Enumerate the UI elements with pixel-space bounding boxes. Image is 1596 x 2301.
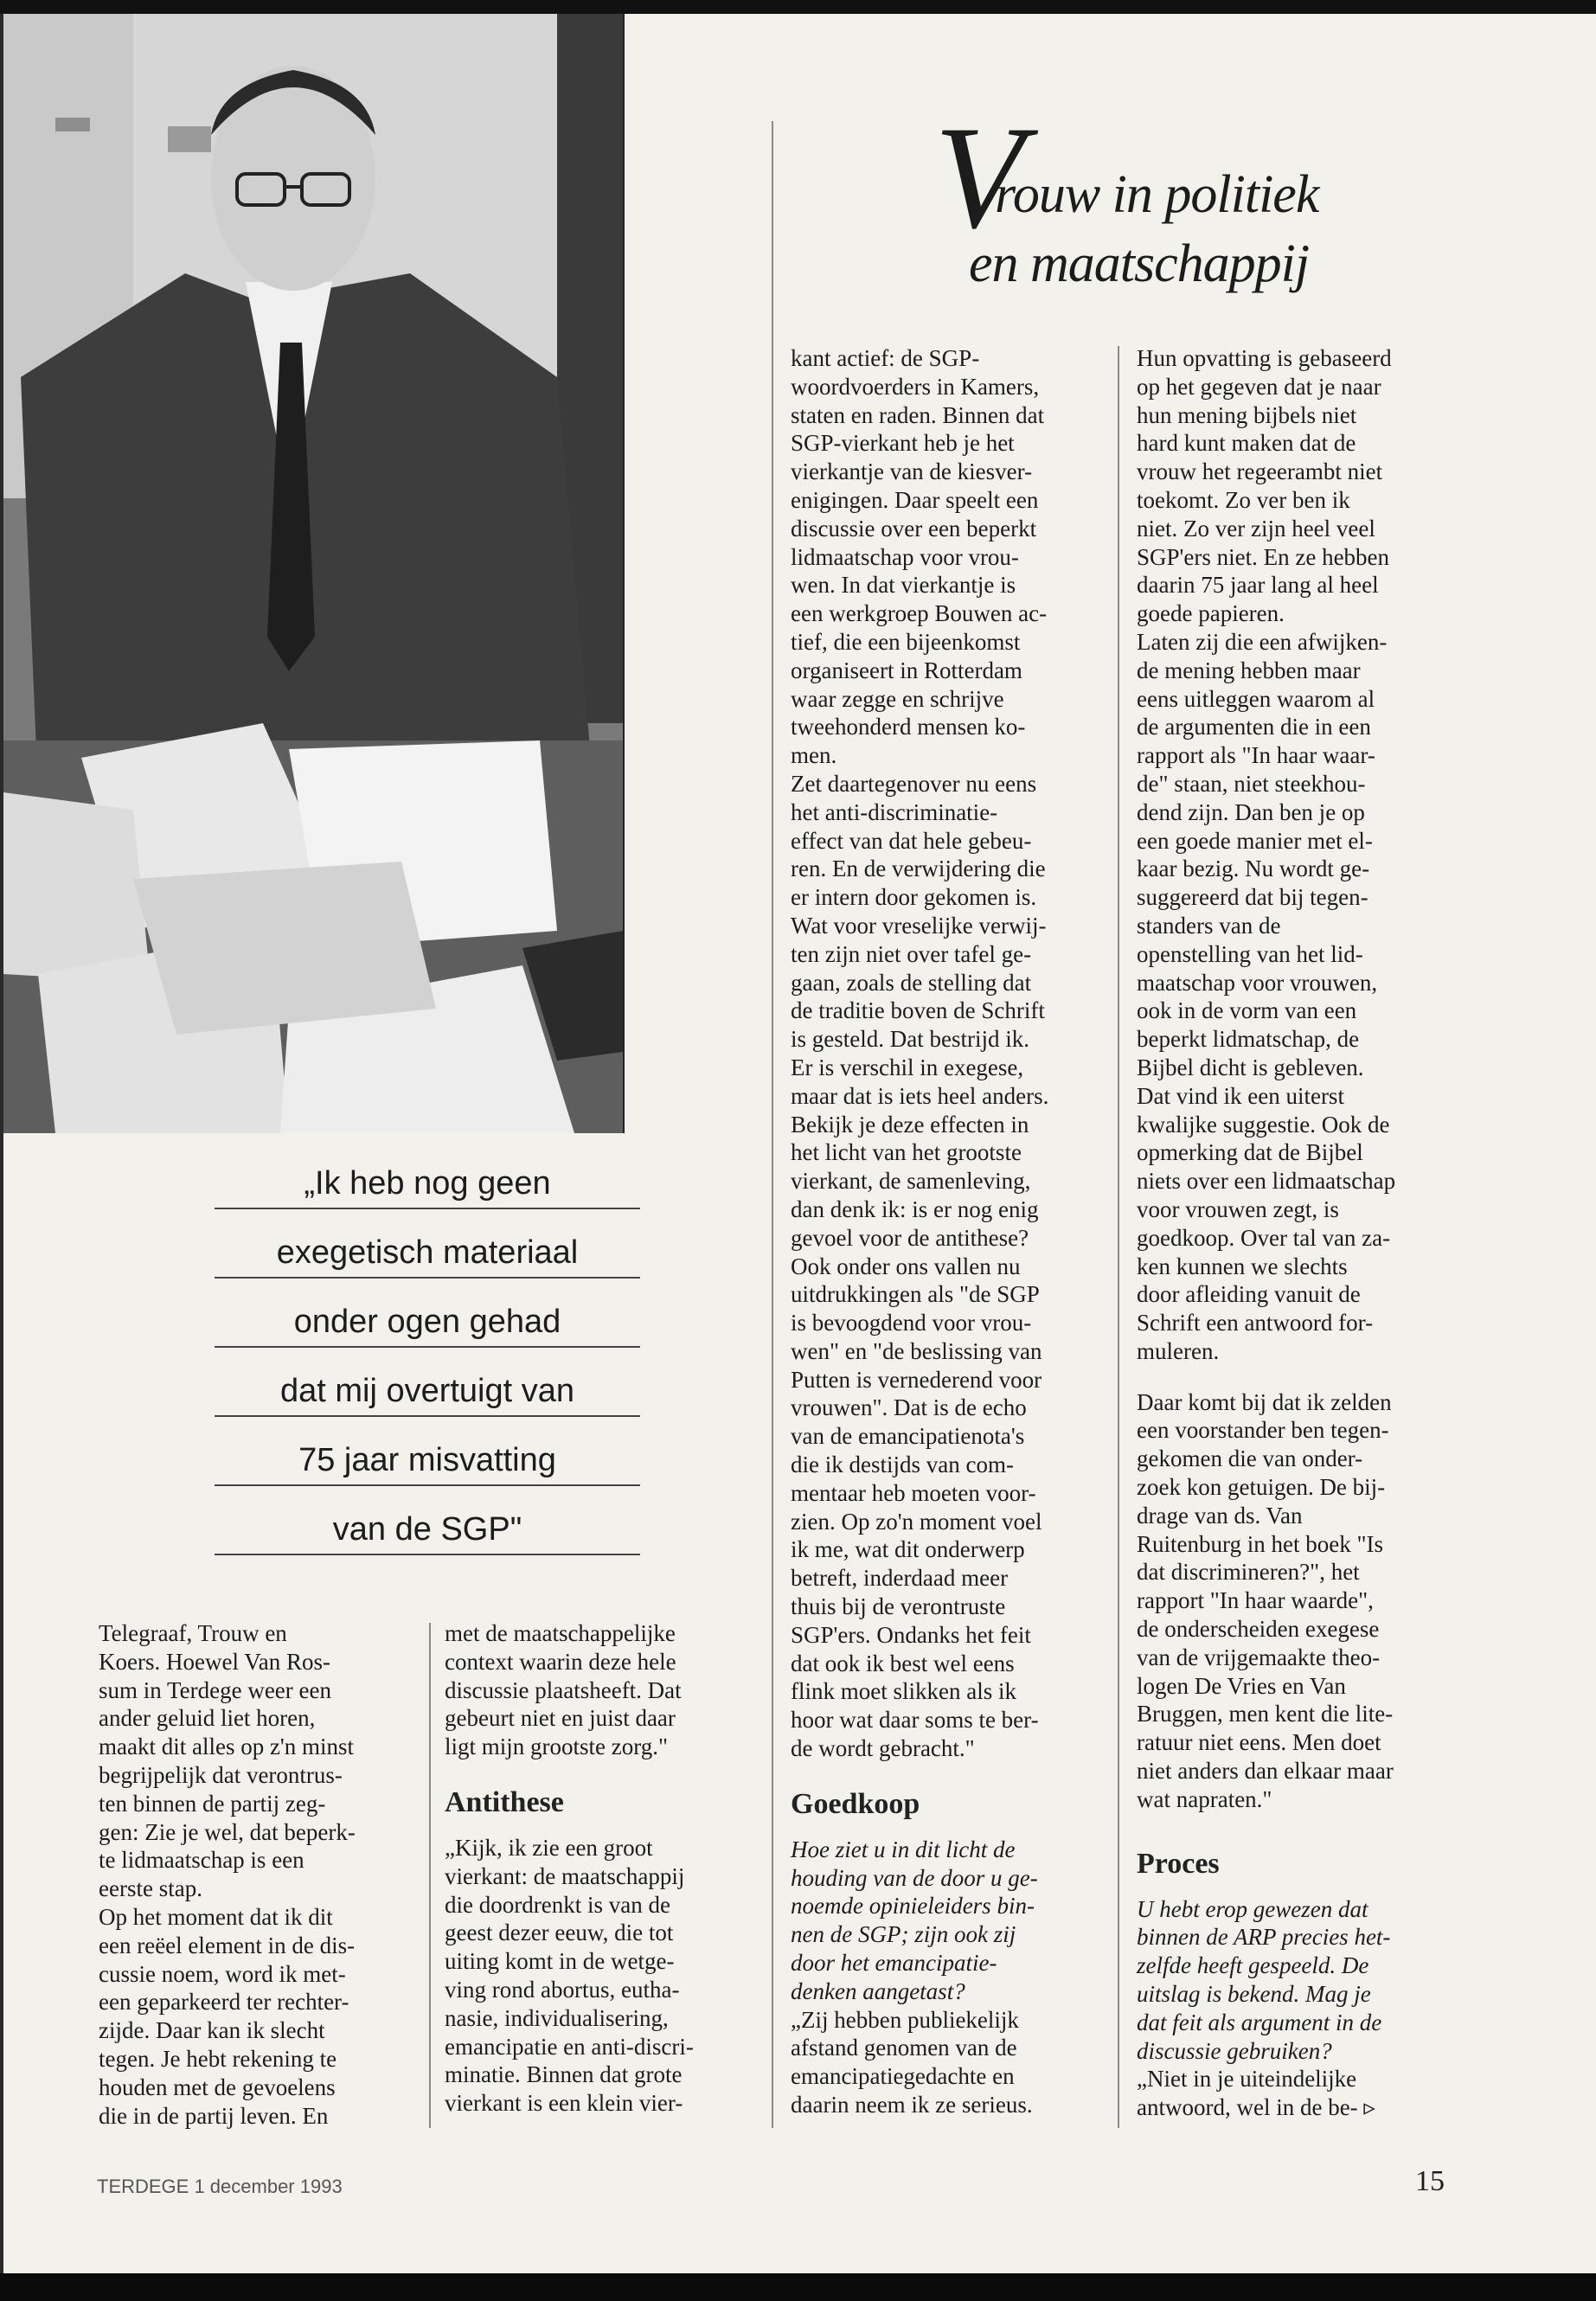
body-line: op het gegeven dat je naar <box>1137 373 1381 400</box>
body-line: logen De Vries en Van <box>1137 1672 1346 1699</box>
body-line: de onderscheiden exegese <box>1137 1616 1380 1643</box>
body-line: ken kunnen we slechts <box>1137 1253 1348 1279</box>
body-line: rapport als "In haar waar- <box>1137 742 1375 769</box>
body-line: een geparkeerd ter rechter- <box>99 1989 349 2016</box>
text-column-3 <box>791 344 1111 2119</box>
interview-question-line: denken aangetast? <box>791 1977 965 2004</box>
body-line: men. <box>791 742 837 769</box>
body-line: Laten zij die een afwijken- <box>1137 628 1388 655</box>
body-line: thuis bij de verontruste <box>791 1593 1006 1620</box>
body-line: van de emancipatienota's <box>791 1423 1025 1450</box>
body-line: tweehonderd mensen ko- <box>791 714 1026 740</box>
scan-bottom-edge <box>0 2273 1596 2301</box>
body-line: Wat voor vreselijke verwij- <box>791 912 1047 939</box>
body-line: uiting komt in de wetge- <box>445 1948 675 1975</box>
body-line: woordvoerders in Kamers, <box>791 373 1040 400</box>
body-line: de wordt gebracht." <box>791 1735 975 1762</box>
interview-question-line: uitslag is bekend. Mag je <box>1137 1981 1371 2008</box>
body-line: muleren. <box>1137 1337 1220 1364</box>
body-line: Bekijk je deze effecten in <box>791 1111 1029 1138</box>
body-line: mentaar heb moeten voor- <box>791 1479 1036 1506</box>
interview-photo <box>3 14 625 1133</box>
body-line: ten zijn niet over tafel ge- <box>791 940 1032 967</box>
publication-footer: TERDEGE 1 december 1993 <box>97 2176 343 2197</box>
pull-quote-line: exegetisch materiaal <box>215 1228 640 1279</box>
body-line: voor vrouwen zegt, is <box>1137 1195 1339 1222</box>
interview-question-line: binnen de ARP precies het- <box>1137 1924 1391 1951</box>
body-line: kant actief: de SGP- <box>791 345 980 371</box>
body-line: dan denk ik: is er nog enig <box>791 1195 1039 1222</box>
body-line: tief, die een bijeenkomst <box>791 628 1021 655</box>
interview-question-line: nen de SGP; zijn ook zij <box>791 1921 1016 1948</box>
pull-quote-line: van de SGP" <box>215 1505 640 1555</box>
body-line: vierkant is een klein vier- <box>445 2090 683 2117</box>
body-line: waar zegge en schrijve <box>791 685 1004 712</box>
column-rule <box>429 1623 431 2128</box>
body-line: Schrift een antwoord for- <box>1137 1310 1374 1336</box>
body-line: openstelling van het lid- <box>1137 940 1363 967</box>
body-line: nasie, individualisering, <box>445 2004 669 2031</box>
page-number: 15 <box>1415 2165 1445 2197</box>
body-line: toekomt. Zo ver ben ik <box>1137 486 1350 513</box>
column-rule <box>1118 346 1119 2128</box>
body-line: houden met de gevoelens <box>99 2073 336 2100</box>
body-line: vierkant: de maatschappij <box>445 1862 685 1889</box>
body-line: ander geluid liet horen, <box>99 1705 316 1732</box>
body-line: drage van ds. Van <box>1137 1502 1303 1529</box>
body-line: ratuur niet eens. Men doet <box>1137 1729 1381 1756</box>
interview-question-line: door het emancipatie- <box>791 1950 997 1977</box>
body-line: het licht van het grootste <box>791 1139 1022 1166</box>
body-line: maatschap voor vrouwen, <box>1137 969 1378 996</box>
pull-quote-line: onder ogen gehad <box>215 1298 640 1348</box>
body-line: een werkgroep Bouwen ac- <box>791 600 1048 627</box>
text-column-1 <box>99 1619 419 2130</box>
body-line: goedkoop. Over tal van za- <box>1137 1224 1391 1251</box>
body-line: gebeurt niet en juist daar <box>445 1705 676 1732</box>
body-line: geest dezer eeuw, die tot <box>445 1920 674 1946</box>
body-line: met de maatschappelijke <box>445 1620 676 1646</box>
body-line: zijde. Daar kan ik slecht <box>99 2017 325 2044</box>
body-line: het anti-discriminatie- <box>791 798 998 825</box>
body-line: niets over een lidmaatschap <box>1137 1168 1396 1195</box>
body-line: staten en raden. Binnen dat <box>791 401 1045 428</box>
body-line: hoor wat daar soms te ber- <box>791 1707 1039 1734</box>
title-line-1: rouw in politiek <box>995 165 1319 224</box>
body-line: begrijpelijk dat verontrus- <box>99 1761 343 1788</box>
body-line: wen. In dat vierkantje is <box>791 572 1016 599</box>
body-line: rapport "In haar waarde", <box>1137 1587 1374 1614</box>
title-initial: V <box>934 96 1024 259</box>
body-line: afstand genomen van de <box>791 2035 1017 2061</box>
section-heading-proces: Proces <box>1137 1847 1220 1880</box>
body-line: Telegraaf, Trouw en <box>99 1620 287 1646</box>
body-line: eerste stap. <box>99 1875 202 1902</box>
body-line: maakt dit alles op z'n minst <box>99 1734 355 1760</box>
body-line: dat ook ik best wel eens <box>791 1650 1015 1676</box>
pull-quote <box>215 1159 640 1574</box>
body-line: ving rond abortus, eutha- <box>445 1976 680 2003</box>
body-line: dend zijn. Dan ben je op <box>1137 798 1365 825</box>
body-line: te lidmaatschap is een <box>99 1847 304 1874</box>
body-line: discussie plaatsheeft. Dat <box>445 1676 682 1703</box>
body-line: Koers. Hoewel Van Ros- <box>99 1648 330 1675</box>
body-line: Er is verschil in exegese, <box>791 1054 1024 1080</box>
body-line: die ik destijds van com- <box>791 1452 1014 1478</box>
body-line: Ook onder ons vallen nu <box>791 1253 1021 1279</box>
body-line: Zet daartegenover nu eens <box>791 770 1037 797</box>
paragraph-gap <box>1137 1366 1483 1388</box>
body-line: een goede manier met el- <box>1137 827 1373 854</box>
body-line: wat napraten." <box>1137 1785 1272 1812</box>
interview-question-line: houding van de door u ge- <box>791 1864 1038 1891</box>
body-line: Dat vind ik een uiterst <box>1137 1082 1344 1109</box>
body-line: een voorstander ben tegen- <box>1137 1417 1389 1444</box>
body-line: SGP'ers niet. En ze hebben <box>1137 543 1390 570</box>
body-line: uitdrukkingen als "de SGP <box>791 1281 1040 1308</box>
body-line: ren. En de verwijdering die <box>791 856 1046 882</box>
interview-question-line: discussie gebruiken? <box>1137 2037 1332 2064</box>
body-line: zien. Op zo'n moment voel <box>791 1508 1042 1535</box>
body-line: ik me, wat dit onderwerp <box>791 1536 1025 1563</box>
pull-quote-line: 75 jaar misvatting <box>215 1436 640 1486</box>
body-line: „Zij hebben publiekelijk <box>791 2006 1019 2033</box>
body-line: emancipatiegedachte en <box>791 2063 1015 2090</box>
scan-top-edge <box>0 0 1596 14</box>
body-line: hun mening bijbels niet <box>1137 401 1357 428</box>
body-line: Hun opvatting is gebaseerd <box>1137 345 1392 371</box>
body-line: flink moet slikken als ik <box>791 1678 1016 1705</box>
body-line: opmerking dat de Bijbel <box>1137 1139 1363 1166</box>
body-line: cussie noem, word ik met- <box>99 1960 346 1987</box>
body-line: niet. Zo ver zijn heel veel <box>1137 515 1375 542</box>
body-line: Daar komt bij dat ik zelden <box>1137 1388 1392 1415</box>
body-line: eens uitleggen waarom al <box>1137 685 1375 712</box>
body-line: kaar bezig. Nu wordt ge- <box>1137 856 1370 882</box>
body-line: gekomen die van onder- <box>1137 1445 1363 1472</box>
body-line: Ruitenburg in het boek "Is <box>1137 1530 1383 1557</box>
body-line: beperkt lidmatschap, de <box>1137 1026 1360 1053</box>
body-line: vrouwen". Dat is de echo <box>791 1394 1027 1421</box>
body-line: de mening hebben maar <box>1137 657 1361 683</box>
section-heading-antithese: Antithese <box>445 1785 564 1818</box>
body-line: ligt mijn grootste zorg." <box>445 1734 669 1760</box>
body-line: emancipatie en anti-discri- <box>445 2033 694 2060</box>
body-line: er intern door gekomen is. <box>791 884 1037 911</box>
body-line: lidmaatschap voor vrou- <box>791 543 1019 570</box>
body-line: standers van de <box>1137 912 1281 939</box>
body-line: daarin 75 jaar lang al heel <box>1137 572 1379 599</box>
body-line: de traditie boven de Schrift <box>791 997 1045 1024</box>
body-line: vierkantje van de kiesver- <box>791 458 1033 485</box>
body-line: zoek kon getuigen. De bij- <box>1137 1474 1386 1501</box>
body-line: gen: Zie je wel, dat beperk- <box>99 1818 356 1845</box>
body-line: kwalijke suggestie. Ook de <box>1137 1111 1390 1138</box>
body-line: de argumenten die in een <box>1137 714 1371 740</box>
body-line: de" staan, niet steekhou- <box>1137 770 1366 797</box>
body-line: Op het moment dat ik dit <box>99 1903 333 1930</box>
body-line: SGP'ers. Ondanks het feit <box>791 1621 1031 1648</box>
body-line: enigingen. Daar speelt een <box>791 486 1039 513</box>
column-rule <box>772 121 773 2128</box>
interview-question-line: U hebt erop gewezen dat <box>1137 1895 1368 1922</box>
body-line: organiseert in Rotterdam <box>791 657 1022 683</box>
body-line: vierkant, de samenleving, <box>791 1168 1031 1195</box>
body-line: Bijbel dicht is gebleven. <box>1137 1054 1364 1080</box>
body-line: betreft, inderdaad meer <box>791 1565 1009 1592</box>
body-line: gaan, zoals de stelling dat <box>791 969 1032 996</box>
body-line: ten binnen de partij zeg- <box>99 1790 326 1817</box>
body-line: niet anders dan elkaar maar <box>1137 1758 1394 1785</box>
body-line: antwoord, wel in de be- ▹ <box>1137 2094 1375 2121</box>
body-line: wen" en "de beslissing van <box>791 1337 1042 1364</box>
body-line: maar dat is iets heel anders. <box>791 1082 1049 1109</box>
body-line: die doordrenkt is van de <box>445 1891 670 1918</box>
body-line: discussie over een beperkt <box>791 515 1037 542</box>
body-line: gevoel voor de antithese? <box>791 1224 1029 1251</box>
section-heading-goedkoop: Goedkoop <box>791 1787 920 1820</box>
interview-question-line: dat feit als argument in de <box>1137 2009 1382 2035</box>
body-line: door afleiding vanuit de <box>1137 1281 1361 1308</box>
photo-illustration <box>3 14 623 1133</box>
body-line: een reëel element in de dis- <box>99 1932 356 1958</box>
body-line: vrouw het regeerambt niet <box>1137 458 1383 485</box>
article-title <box>900 96 1384 311</box>
body-line: „Niet in je uiteindelijke <box>1137 2066 1357 2093</box>
body-line: Putten is vernederend voor <box>791 1366 1042 1393</box>
body-line: goede papieren. <box>1137 600 1285 627</box>
body-line: sum in Terdege weer een <box>99 1676 331 1703</box>
body-line: suggereerd dat bij tegen- <box>1137 884 1368 911</box>
body-line: „Kijk, ik zie een groot <box>445 1834 653 1861</box>
interview-question-line: zelfde heeft gespeeld. De <box>1137 1952 1369 1979</box>
body-line: Bruggen, men kent die lite- <box>1137 1701 1394 1727</box>
text-column-2 <box>445 1619 765 2118</box>
body-line: context waarin deze hele <box>445 1648 676 1675</box>
pull-quote-line: dat mij overtuigt van <box>215 1367 640 1417</box>
body-line: hard kunt maken dat de <box>1137 430 1356 457</box>
body-line: tegen. Je hebt rekening te <box>99 2045 337 2072</box>
body-line: is gesteld. Dat bestrijd ik. <box>791 1026 1029 1053</box>
body-line: ook in de vorm van een <box>1137 997 1357 1024</box>
body-line: minatie. Binnen dat grote <box>445 2061 683 2088</box>
body-line: daarin neem ik ze serieus. <box>791 2092 1033 2118</box>
body-line: die in de partij leven. En <box>99 2102 329 2129</box>
body-line: dat discrimineren?", het <box>1137 1559 1360 1586</box>
pull-quote-line: „Ik heb nog geen <box>215 1159 640 1209</box>
interview-question-line: noemde opinieleiders bin- <box>791 1893 1035 1920</box>
body-line: is bevoogdend voor vrou- <box>791 1310 1032 1336</box>
title-line-2: en maatschappij <box>969 234 1310 293</box>
body-line: effect van dat hele gebeu- <box>791 827 1032 854</box>
text-column-4 <box>1137 344 1483 2122</box>
body-line: SGP-vierkant heb je het <box>791 430 1015 457</box>
interview-question-line: Hoe ziet u in dit licht de <box>791 1836 1016 1862</box>
body-line: van de vrijgemaakte theo- <box>1137 1644 1381 1670</box>
